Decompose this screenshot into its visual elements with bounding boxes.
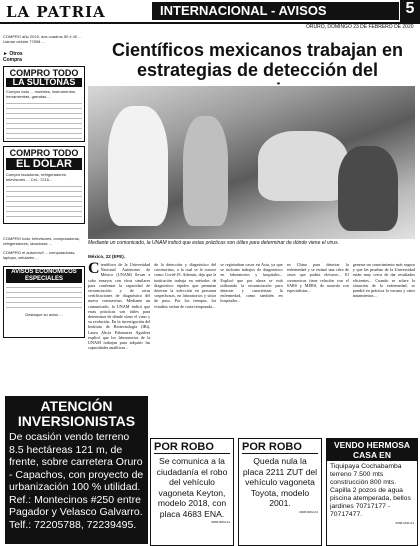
byline: México, 22 (EFE). [88,254,126,259]
ad-text: Queda nula la placa 2211 ZUT del vehículo vagoneta Toyota, modelo 2001. [242,456,318,508]
ad-text: Compro todo ... muebles, instrumentos, herramientas, garrafas ... [6,89,77,99]
compro-todo-ad [3,66,85,142]
ad-title: POR ROBO [242,441,318,454]
compro-dolar-ad [3,146,85,224]
ad-title: VENDO HERMOSA CASA EN [327,439,417,461]
classified-text: COMPRO el automóvil ... computadoras, laptops, celulares ... [3,250,76,260]
ad-title: ATENCIÓN INVERSIONISTAS [17,398,136,429]
article-column-5: generar un conocimiento más seguro y que las pruebas de la Universidad están muy cerca de dar resultados eficientes... Cuando se aclare la situación de la enfermedad, se pondrá en práctica la vacuna y otros tratamientos... [352,262,416,299]
vendo-casa-ad [326,438,418,546]
ad-title: AVISOS ECONÓMICOS ESPECIALES [6,269,82,283]
classified-text: COMPRO todo: televisores, computadoras, refrigeradores, lavadoras ... [3,236,80,246]
ad-text: De ocasión vendo terreno 8.5 hectáreas 121 m, de frente, sobre carretera Oruro - Capachos, con proyecto de urbanización 100 % utilidad. Ref.: Montecinos #250 entre Pagador y Velasco Galvarro. Telf.: 72205788, 72239495. [9,431,144,531]
ad-text: Se comunica a la ciudadanía el robo del vehículo vagoneta Keyton, modelo 2018, con placa 4683 ENA. [156,456,228,519]
ad-text: Compro lavadoras, refrigeradores, televisores ... Cel.: 7215... [6,172,67,182]
ad-text: Tiquipaya Cochabamba terreno 7.500 mts construcción 800 mts. Capilla 2 pozos de agua piscina atemperada, bellos jardines 70717177 - 70717477. [330,463,411,518]
drop-cap: C [88,262,100,277]
ad-code: 0008-0002-01 [299,509,318,514]
por-robo-ad-1 [150,438,234,546]
masthead: LA PATRIA [6,3,106,21]
ad-title: POR ROBO [154,441,230,454]
ad-code: 0008-0011-01 [395,521,414,525]
atencion-inversionistas-ad [5,396,148,544]
photo-caption: Mediante un comunicado, la UNAM indicó que estas prácticas son útiles para determinar de dónde viene el virus. [88,240,339,246]
category-link-otros[interactable]: ► Otros [3,51,23,57]
por-robo-ad-2 [238,438,322,546]
ad-code: 0008-0002-01 [211,520,230,524]
article-column-2: de la detección y diagnóstico del coronavirus, a la cual se le conoce como Covid-19. Además, dijo que la institución trabaja en métodos de diagnóstico rápidos que permitan detectar la infección en personas sospechosas, en laboratorios y sitios de paso. Por los tiempos, los estudios serían de corta temporada... [154,262,217,309]
page-header [0,0,420,38]
ad-title: COMPRO TODO [9,68,79,78]
ad-text: Destaque su aviso ... [25,312,63,317]
category-link-compra[interactable]: Compra [3,57,22,63]
article-column-3: se registraban casos en Asia, ya que se incluían trabajos de diagnóstico en laboratorios y hospitales... Explicó que por ahora se está utilizando la secuenciación para detectar y caracterizar la enfermedad, como también en hospitales... [220,262,283,304]
article-column-4: en China para detectar la enfermedad y se estimó una cifra de casos que podría elevarse... El coronavirus tiene relación con el SARS y MERS, de acuerdo con especialistas... [286,262,349,294]
ad-title: COMPRO TODO [9,148,79,158]
news-photo [88,86,415,239]
ad-subtitle: LA SULTONAS [6,78,82,87]
ad-subtitle: EL DÓLAR [6,158,82,170]
dateline: ORURO, DOMINGO 23 DE FEBRERO DE 2020 [306,24,414,30]
classified-text: COMPRO año 2019, dos cuadros 50 x 40 ... Llamar celular 77898 ... [3,34,82,44]
especiales-ad [3,266,85,338]
section-title: INTERNACIONAL - AVISOS [152,2,399,20]
article-column-1: Científicos de la Universidad Nacional Autónoma de México (UNAM) llevan a cabo ensayos con virus similares para confirmar la capacidad de secuenciación y de otras certificaciones de diagnóstico del nuevo coronavirus. Mediante un comunicado, la UNAM indicó que estas prácticas son útiles para determinar de dónde viene el virus y su evolución. En la investigación del Instituto de Biotecnología (IBt), Laura Alicia Palomares Aguilera explicó que los laboratorios de la UNAM trabajan para adquirir las capacidades analíticas... [88,262,151,351]
headline: Científicos mexicanos trabajan en estrategias de detección del [111,40,404,80]
page-number: 5 [400,0,420,22]
